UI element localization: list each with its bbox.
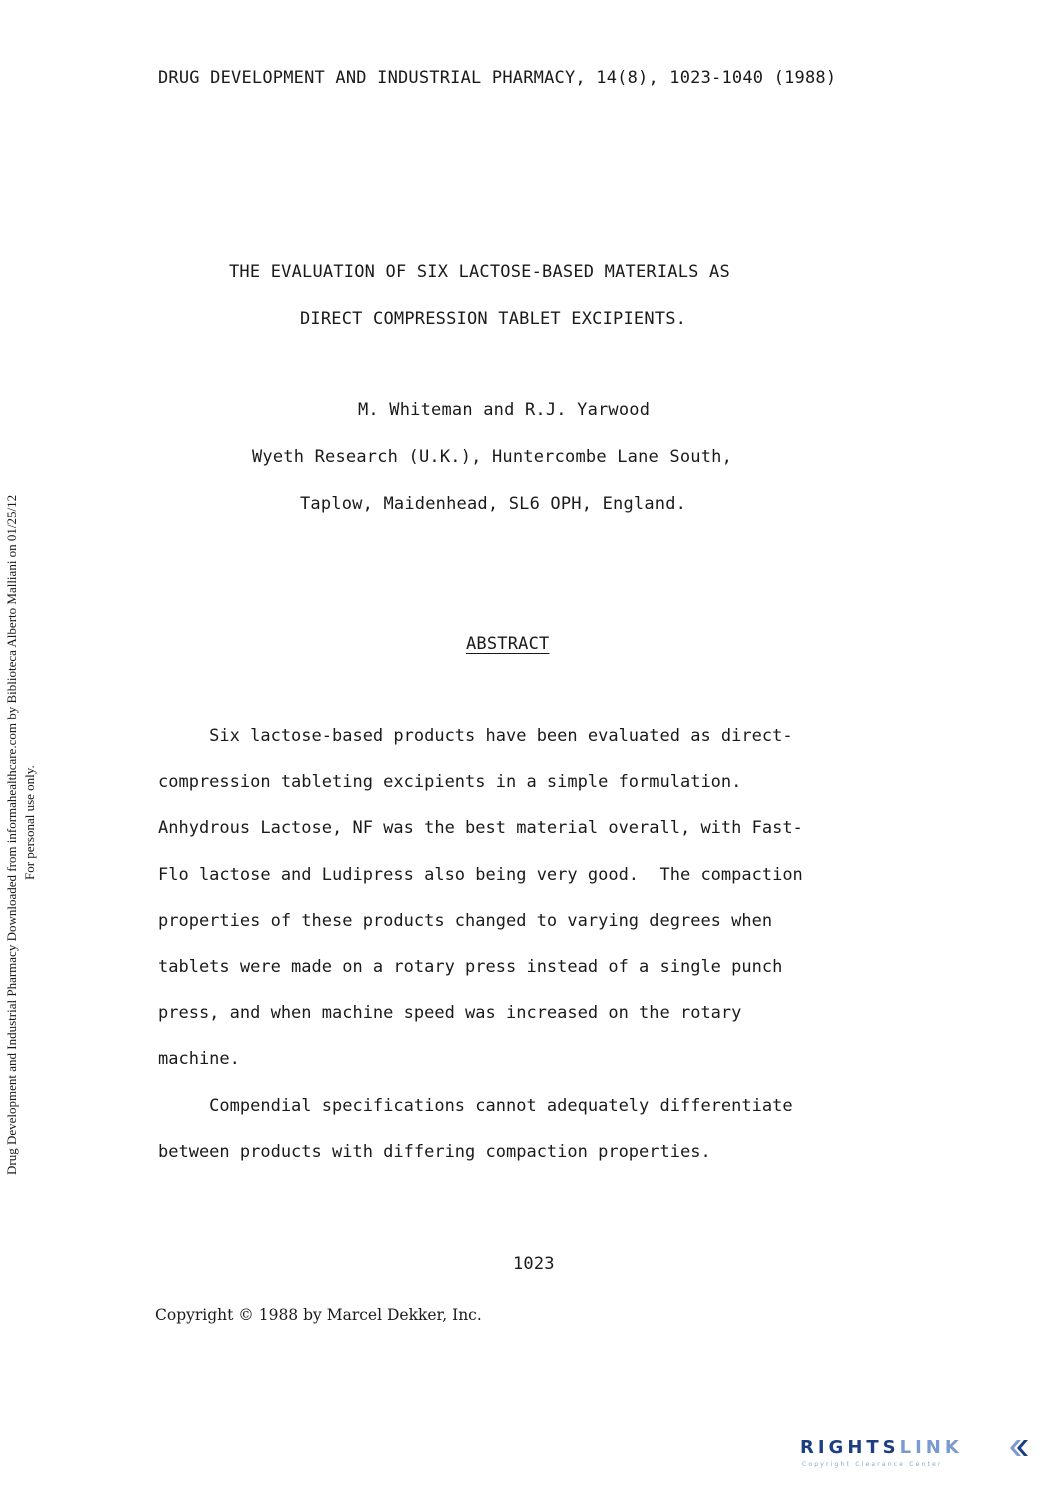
authors: M. Whiteman and R.J. Yarwood bbox=[358, 400, 651, 420]
abstract-body bbox=[158, 724, 918, 1186]
paper-title-line-2: DIRECT COMPRESSION TABLET EXCIPIENTS. bbox=[300, 309, 687, 329]
abstract-line: properties of these products changed to varying degrees when bbox=[158, 910, 773, 931]
chevron-right-icon bbox=[1008, 1437, 1030, 1459]
abstract-line: Flo lactose and Ludipress also being very good. The compaction bbox=[158, 864, 803, 885]
download-notice: Drug Development and Industrial Pharmacy Downloaded from informahealthcare.com by Biblioteca Alberto Malliani on 01/25/12 bbox=[4, 494, 19, 1175]
page-number: 1023 bbox=[513, 1254, 555, 1274]
download-sidebar bbox=[0, 0, 50, 1500]
affiliation-line-2: Taplow, Maidenhead, SL6 OPH, England. bbox=[300, 494, 687, 514]
rightslink-logo[interactable] bbox=[800, 1437, 1030, 1473]
journal-citation: DRUG DEVELOPMENT AND INDUSTRIAL PHARMACY, 14(8), 1023-1040 (1988) bbox=[158, 68, 837, 88]
abstract-line: Compendial specifications cannot adequately differentiate bbox=[158, 1095, 793, 1116]
abstract-line: machine. bbox=[158, 1049, 240, 1070]
rightslink-rights-text: RIGHTS bbox=[800, 1437, 900, 1458]
abstract-line: tablets were made on a rotary press instead of a single punch bbox=[158, 956, 783, 977]
abstract-line: Six lactose-based products have been evaluated as direct- bbox=[158, 726, 793, 746]
abstract-line: between products with differing compaction properties. bbox=[158, 1141, 711, 1162]
abstract-line: Anhydrous Lactose, NF was the best material overall, with Fast- bbox=[158, 818, 803, 839]
abstract-line: compression tableting excipients in a simple formulation. bbox=[158, 772, 742, 793]
rightslink-subtitle: Copyright Clearance Center bbox=[802, 1461, 943, 1468]
paper-title-line-1: THE EVALUATION OF SIX LACTOSE-BASED MATERIALS AS bbox=[229, 262, 730, 282]
abstract-line: press, and when machine speed was increased on the rotary bbox=[158, 1003, 742, 1024]
personal-use-notice: For personal use only. bbox=[22, 765, 37, 880]
rightslink-link-text: LINK bbox=[899, 1437, 963, 1458]
abstract-heading: ABSTRACT bbox=[466, 634, 550, 654]
rightslink-wordmark bbox=[800, 1437, 963, 1458]
copyright-notice: Copyright © 1988 by Marcel Dekker, Inc. bbox=[155, 1306, 482, 1324]
affiliation-line-1: Wyeth Research (U.K.), Huntercombe Lane South, bbox=[252, 447, 733, 467]
